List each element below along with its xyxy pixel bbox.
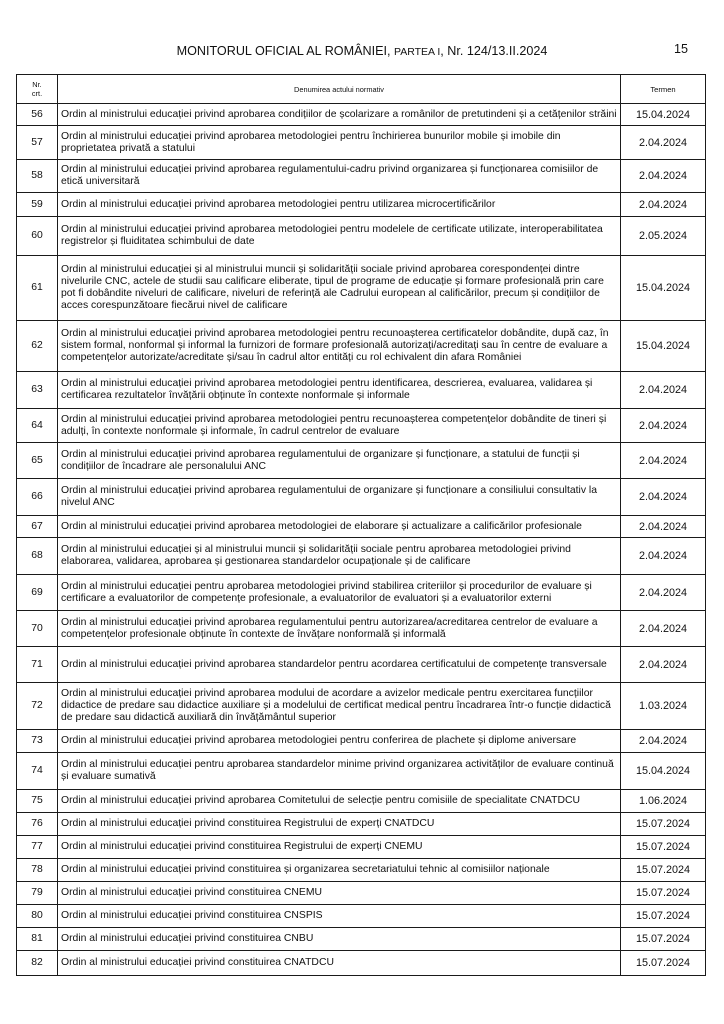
act-name: Ordin al ministrului educației privind constituirea Registrului de experți CNEMU xyxy=(58,836,621,859)
row-number: 72 xyxy=(17,683,58,730)
table-row xyxy=(17,575,706,611)
row-number: 65 xyxy=(17,443,58,479)
row-number: 82 xyxy=(17,951,58,976)
deadline: 2.05.2024 xyxy=(621,217,706,256)
column-header-denumire: Denumirea actului normativ xyxy=(58,75,621,104)
table-row xyxy=(17,538,706,575)
row-number: 63 xyxy=(17,372,58,409)
act-name: Ordin al ministrului educației pentru aprobarea metodologiei privind stabilirea criteriilor și procedurilor de evaluare și certificare a evaluatorilor de competențe profesionale, a evaluatorilor de evaluatori și a evaluatorilor externi xyxy=(58,575,621,611)
table-row xyxy=(17,951,706,976)
row-number: 70 xyxy=(17,611,58,647)
act-name: Ordin al ministrului educației privind aprobarea Comitetului de selecție pentru comisiile de specialitate CNATDCU xyxy=(58,790,621,813)
row-number: 56 xyxy=(17,104,58,126)
row-number: 62 xyxy=(17,321,58,372)
deadline: 15.07.2024 xyxy=(621,928,706,951)
act-name: Ordin al ministrului educației privind aprobarea regulamentului pentru autorizarea/acreditarea centrelor de evaluare a competențelor profesionale obținute în contexte de învățare nonformală și informală xyxy=(58,611,621,647)
act-name: Ordin al ministrului educației privind aprobarea metodologiei de elaborare și actualizare a calificărilor profesionale xyxy=(58,516,621,538)
act-name: Ordin al ministrului educației privind constituirea CNBU xyxy=(58,928,621,951)
act-name: Ordin al ministrului educației privind constituirea și organizarea secretariatului tehnic al comisiilor naționale xyxy=(58,859,621,882)
row-number: 59 xyxy=(17,193,58,217)
act-name: Ordin al ministrului educației privind constituirea CNSPIS xyxy=(58,905,621,928)
row-number: 76 xyxy=(17,813,58,836)
nr-line2: crt. xyxy=(31,89,43,98)
deadline: 15.07.2024 xyxy=(621,836,706,859)
row-number: 80 xyxy=(17,905,58,928)
row-number: 66 xyxy=(17,479,58,516)
deadline: 1.03.2024 xyxy=(621,683,706,730)
act-name: Ordin al ministrului educației privind constituirea Registrului de experți CNATDCU xyxy=(58,813,621,836)
row-number: 67 xyxy=(17,516,58,538)
deadline: 15.07.2024 xyxy=(621,813,706,836)
table-row xyxy=(17,193,706,217)
title-main: MONITORUL OFICIAL AL ROMÂNIEI, xyxy=(176,44,394,58)
deadline: 15.07.2024 xyxy=(621,859,706,882)
table-row xyxy=(17,409,706,443)
table-row xyxy=(17,836,706,859)
act-name: Ordin al ministrului educației privind aprobarea metodologiei pentru închirierea bunurilor mobile și imobile din proprietatea privată a statului xyxy=(58,126,621,160)
normative-acts-table xyxy=(16,74,706,976)
act-name: Ordin al ministrului educației privind aprobarea regulamentului de organizare și funcționare a consiliului consultativ la nivelul ANC xyxy=(58,479,621,516)
act-name: Ordin al ministrului educației privind aprobarea regulamentului-cadru privind organizarea și funcționarea comisiilor de etică universitară xyxy=(58,160,621,193)
deadline: 2.04.2024 xyxy=(621,126,706,160)
deadline: 2.04.2024 xyxy=(621,611,706,647)
table-row xyxy=(17,516,706,538)
table-row xyxy=(17,928,706,951)
deadline: 15.07.2024 xyxy=(621,905,706,928)
table-row xyxy=(17,859,706,882)
act-name: Ordin al ministrului educației și al ministrului muncii și solidarității sociale pentru aprobarea metodologiei privind elaborarea, validarea, aprobarea și gestionarea standardelor ocupaționale și de calificare xyxy=(58,538,621,575)
deadline: 15.07.2024 xyxy=(621,882,706,905)
deadline: 15.07.2024 xyxy=(621,951,706,976)
column-header-termen: Termen xyxy=(621,75,706,104)
act-name: Ordin al ministrului educației privind aprobarea metodologiei pentru conferirea de plachete și diplome aniversare xyxy=(58,730,621,753)
deadline: 15.04.2024 xyxy=(621,104,706,126)
table-row xyxy=(17,256,706,321)
table-row xyxy=(17,813,706,836)
nr-line1: Nr. xyxy=(32,80,42,89)
deadline: 2.04.2024 xyxy=(621,730,706,753)
page-header xyxy=(0,44,724,64)
table-row xyxy=(17,611,706,647)
act-name: Ordin al ministrului educației privind aprobarea metodologiei pentru modelele de certificate utilizate, interoperabilitatea registrelor și fluiditatea schimbului de date xyxy=(58,217,621,256)
deadline: 2.04.2024 xyxy=(621,409,706,443)
table-row xyxy=(17,905,706,928)
table-row xyxy=(17,104,706,126)
table-row xyxy=(17,790,706,813)
table-row xyxy=(17,443,706,479)
column-header-nr xyxy=(17,75,58,104)
deadline: 2.04.2024 xyxy=(621,647,706,683)
row-number: 77 xyxy=(17,836,58,859)
page-number: 15 xyxy=(673,42,688,56)
deadline: 2.04.2024 xyxy=(621,193,706,217)
table-row xyxy=(17,126,706,160)
act-name: Ordin al ministrului educației privind aprobarea condițiilor de școlarizare a românilor de pretutindeni și a cetățenilor străini xyxy=(58,104,621,126)
table-row xyxy=(17,683,706,730)
row-number: 73 xyxy=(17,730,58,753)
row-number: 68 xyxy=(17,538,58,575)
act-name: Ordin al ministrului educației privind constituirea CNEMU xyxy=(58,882,621,905)
row-number: 81 xyxy=(17,928,58,951)
table-row xyxy=(17,882,706,905)
table-row xyxy=(17,160,706,193)
deadline: 1.06.2024 xyxy=(621,790,706,813)
title-part: PARTEA I xyxy=(393,46,441,58)
row-number: 71 xyxy=(17,647,58,683)
act-name: Ordin al ministrului educației privind aprobarea regulamentului de organizare și funcționare, a statului de funcții și condițiilor de încadrare ale personalului ANC xyxy=(58,443,621,479)
deadline: 2.04.2024 xyxy=(621,479,706,516)
act-name: Ordin al ministrului educației și al ministrului muncii și solidarității sociale privind aprobarea corespondenței dintre nivelurile CNC, actele de studii sau calificare eliberate, tipul de programe de educație și formare profesională prin care pot fi dobândite niveluri de calificare, niveluri de referință ale Cadrului european al calificărilor, precum și condițiilor de acces corespunzătoare fiecărui nivel de calificare xyxy=(58,256,621,321)
table-row xyxy=(17,217,706,256)
act-name: Ordin al ministrului educației privind aprobarea standardelor pentru acordarea certificatului de competențe transversale xyxy=(58,647,621,683)
row-number: 57 xyxy=(17,126,58,160)
act-name: Ordin al ministrului educației privind aprobarea metodologiei pentru recunoașterea competențelor dobândite de tineri și adulți, în contexte nonformale și informale, în cadrul centrelor de evaluare xyxy=(58,409,621,443)
row-number: 78 xyxy=(17,859,58,882)
deadline: 15.04.2024 xyxy=(621,753,706,790)
deadline: 2.04.2024 xyxy=(621,538,706,575)
act-name: Ordin al ministrului educației privind aprobarea modului de acordare a avizelor medicale pentru exercitarea funcțiilor didactice de predare sau didactice auxiliare și a modelului de certificat medical pentru încadrarea într-o funcție didactică de predare sau didactică auxiliară din învățământul superior xyxy=(58,683,621,730)
act-name: Ordin al ministrului educației pentru aprobarea standardelor minime privind organizarea activităților de evaluare continuă și evaluare sumativă xyxy=(58,753,621,790)
act-name: Ordin al ministrului educației privind constituirea CNATDCU xyxy=(58,951,621,976)
table-body xyxy=(17,104,706,976)
table-row xyxy=(17,753,706,790)
row-number: 61 xyxy=(17,256,58,321)
deadline: 2.04.2024 xyxy=(621,575,706,611)
act-name: Ordin al ministrului educației privind aprobarea metodologiei pentru identificarea, descrierea, evaluarea, validarea și certificarea rezultatelor învățării obținute în contexte nonformale și informale xyxy=(58,372,621,409)
row-number: 58 xyxy=(17,160,58,193)
deadline: 15.04.2024 xyxy=(621,321,706,372)
table-row xyxy=(17,730,706,753)
deadline: 2.04.2024 xyxy=(621,372,706,409)
act-name: Ordin al ministrului educației privind aprobarea metodologiei pentru utilizarea microcertificărilor xyxy=(58,193,621,217)
deadline: 2.04.2024 xyxy=(621,516,706,538)
table-row xyxy=(17,372,706,409)
table-row xyxy=(17,479,706,516)
table-header-row xyxy=(17,75,706,104)
table-row xyxy=(17,321,706,372)
row-number: 74 xyxy=(17,753,58,790)
row-number: 75 xyxy=(17,790,58,813)
row-number: 60 xyxy=(17,217,58,256)
table-row xyxy=(17,647,706,683)
row-number: 79 xyxy=(17,882,58,905)
deadline: 15.04.2024 xyxy=(621,256,706,321)
act-name: Ordin al ministrului educației privind aprobarea metodologiei pentru recunoașterea certificatelor dobândite, după caz, în sistem formal, nonformal și informal la furnizori de formare profesională autorizați/acreditați sau în centre de evaluare a competențelor autorizate/acreditate și/sau în cadrul altor entități cu rol echivalent din afara României xyxy=(58,321,621,372)
title-issue: , Nr. 124/13.II.2024 xyxy=(440,44,548,58)
deadline: 2.04.2024 xyxy=(621,160,706,193)
row-number: 69 xyxy=(17,575,58,611)
row-number: 64 xyxy=(17,409,58,443)
deadline: 2.04.2024 xyxy=(621,443,706,479)
publication-title xyxy=(0,44,724,58)
